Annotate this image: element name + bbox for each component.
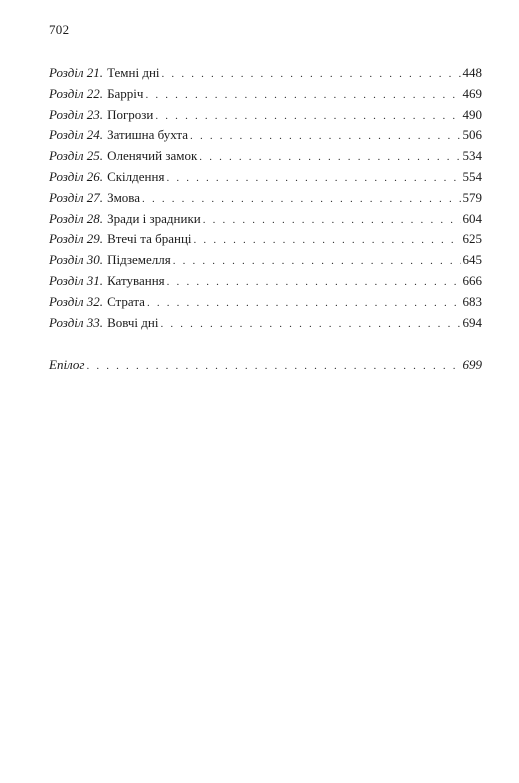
toc-entry[interactable] — [49, 84, 482, 105]
toc-entry[interactable] — [49, 146, 482, 167]
table-of-contents — [49, 63, 482, 376]
chapter-number: Розділ 33. — [49, 314, 104, 330]
chapter-title: Скілдення — [107, 168, 165, 184]
chapter-page: 625 — [462, 231, 482, 247]
chapter-number: Розділ 30. — [49, 252, 104, 268]
chapter-page: 604 — [462, 210, 482, 226]
dot-leader — [173, 251, 461, 272]
epilogue-label: Епілог — [49, 357, 85, 373]
chapter-title: Погрози — [107, 106, 154, 122]
chapter-page: 490 — [462, 106, 482, 122]
chapter-title: Зради і зрадники — [107, 210, 201, 226]
toc-entry[interactable] — [49, 125, 482, 146]
chapter-number: Розділ 22. — [49, 85, 104, 101]
chapter-number: Розділ 28. — [49, 210, 104, 226]
chapter-number: Розділ 29. — [49, 231, 104, 247]
chapter-number: Розділ 31. — [49, 272, 104, 288]
page-number: 702 — [49, 22, 70, 37]
toc-entry[interactable] — [49, 229, 482, 250]
toc-entry[interactable] — [49, 188, 482, 209]
chapter-page: 448 — [462, 65, 482, 80]
dot-leader — [194, 230, 461, 251]
chapter-page: 469 — [462, 85, 482, 101]
dot-leader — [160, 314, 460, 335]
chapter-title: Страта — [107, 293, 145, 309]
chapter-number: Розділ 26. — [49, 168, 104, 184]
chapter-page: 694 — [462, 314, 482, 330]
toc-entry[interactable] — [49, 63, 482, 84]
chapter-title: Втечі та бранці — [107, 231, 192, 247]
chapter-title: Темні дні — [107, 65, 160, 80]
dot-leader — [147, 293, 461, 314]
chapter-page: 554 — [462, 168, 482, 184]
dot-leader — [166, 168, 460, 189]
chapter-title: Змова — [107, 189, 141, 205]
dot-leader — [167, 272, 461, 293]
chapter-page: 645 — [462, 252, 482, 268]
chapter-number: Розділ 25. — [49, 148, 104, 164]
dot-leader — [203, 210, 461, 231]
dot-leader — [86, 356, 460, 377]
chapter-title: Барріч — [107, 85, 144, 101]
chapter-number: Розділ 21. — [49, 65, 104, 80]
chapter-page: 506 — [462, 127, 482, 143]
dot-leader — [142, 189, 460, 210]
chapter-title: Катування — [107, 272, 165, 288]
chapter-number: Розділ 24. — [49, 127, 104, 143]
chapter-title: Вовчі дні — [107, 314, 159, 330]
chapter-number: Розділ 32. — [49, 293, 104, 309]
chapter-number: Розділ 27. — [49, 189, 104, 205]
toc-entry[interactable] — [49, 292, 482, 313]
chapter-list — [49, 63, 482, 333]
dot-leader — [199, 147, 460, 168]
chapter-page: 683 — [462, 293, 482, 309]
toc-entry[interactable] — [49, 105, 482, 126]
chapter-number: Розділ 23. — [49, 106, 104, 122]
chapter-title: Оленячий замок — [107, 148, 198, 164]
dot-leader — [155, 106, 460, 127]
chapter-page: 666 — [462, 272, 482, 288]
toc-entry[interactable] — [49, 167, 482, 188]
toc-entry[interactable] — [49, 250, 482, 271]
chapter-title: Підземелля — [107, 252, 171, 268]
toc-entry[interactable] — [49, 313, 482, 334]
dot-leader — [190, 126, 460, 147]
toc-entry-epilogue[interactable] — [49, 355, 482, 376]
toc-entry[interactable] — [49, 209, 482, 230]
chapter-page: 534 — [462, 148, 482, 164]
chapter-title: Затишна бухта — [107, 127, 189, 143]
dot-leader — [145, 85, 460, 106]
dot-leader — [162, 64, 461, 85]
epilogue-page: 699 — [462, 357, 482, 373]
toc-entry[interactable] — [49, 271, 482, 292]
chapter-page: 579 — [462, 189, 482, 205]
